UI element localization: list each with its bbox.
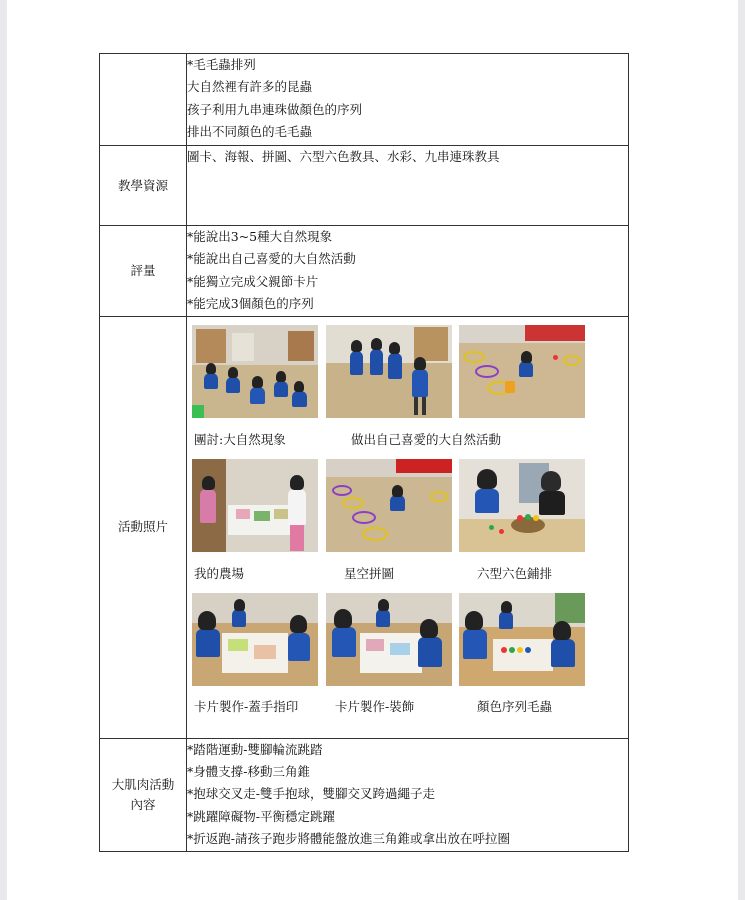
lesson-plan-table — [99, 53, 629, 852]
row-resources-content — [187, 146, 629, 226]
motor-label-line: 大肌肉活動 — [111, 776, 175, 792]
photo-hula-hoops — [459, 325, 585, 418]
row-assessment-label: 評量 — [100, 226, 187, 317]
photo-six-shapes — [459, 459, 585, 552]
motor-line: *折返跑-請孩子跑步將體能盤放進三角錐或拿出放在呼拉圈 — [187, 831, 510, 847]
photo-nature-activity — [326, 325, 452, 418]
assessment-line: *能獨立完成父親節卡片 — [187, 273, 319, 289]
row-activity-label — [100, 54, 187, 146]
photo-grid — [187, 317, 628, 737]
photo-color-sequence — [459, 593, 585, 686]
motor-label-line: 內容 — [130, 796, 156, 812]
row-motor-label — [100, 738, 187, 851]
assessment-line: *能完成3個顏色的序列 — [187, 296, 314, 312]
caption-color-sequence: 顏色序列毛蟲 — [477, 698, 553, 714]
resources-line: 圖卡、海報、拼圖、六型六色教具、水彩、九串連珠教具 — [187, 149, 500, 164]
photo-starry-puzzle — [326, 459, 452, 552]
photo-group-discussion — [192, 325, 318, 418]
caption-six-shapes: 六型六色鋪排 — [477, 565, 553, 581]
row-motor-content — [187, 738, 629, 851]
caption-card-fingerprint: 卡片製作-蓋手指印 — [194, 698, 299, 714]
caption-card-decoration: 卡片製作-裝飾 — [335, 698, 415, 714]
motor-line: *跳躍障礙物-平衡穩定跳躍 — [187, 808, 335, 824]
motor-line: *身體支撐-移動三角錐 — [187, 764, 310, 780]
photo-card-decoration — [326, 593, 452, 686]
row-photos-label: 活動照片 — [100, 316, 187, 738]
row-resources — [100, 146, 629, 226]
caption-starry-puzzle: 星空拼圖 — [344, 565, 395, 581]
assessment-line: *能說出3~5種大自然現象 — [187, 229, 333, 244]
row-photos-content — [187, 316, 629, 738]
row-assessment — [100, 226, 629, 317]
photo-my-farm — [192, 459, 318, 552]
motor-line: *踏階運動-雙腳輪流跳踏 — [187, 741, 323, 757]
row-activity-content — [187, 54, 629, 146]
activity-line: *毛毛蟲排列 — [187, 57, 256, 72]
row-motor — [100, 738, 629, 851]
page-edge-left — [0, 0, 7, 900]
row-photos — [100, 316, 629, 738]
row-assessment-content — [187, 226, 629, 317]
activity-line: 孩子利用九串連珠做顏色的序列 — [187, 101, 363, 117]
page-edge-right — [738, 0, 745, 900]
row-resources-label: 教學資源 — [100, 146, 187, 226]
activity-line: 排出不同顏色的毛毛蟲 — [187, 124, 313, 140]
assessment-line: *能說出自己喜愛的大自然活動 — [187, 251, 356, 267]
row-activity — [100, 54, 629, 146]
caption-group-discussion: 團討:大自然現象 — [194, 431, 286, 447]
activity-line: 大自然裡有許多的昆蟲 — [187, 79, 313, 95]
photo-card-fingerprint — [192, 593, 318, 686]
caption-my-farm: 我的農場 — [194, 565, 245, 581]
motor-line: *抱球交叉走-雙手抱球，雙腳交叉跨過繩子走 — [187, 786, 435, 802]
caption-nature-activity: 做出自己喜愛的大自然活動 — [351, 431, 502, 447]
